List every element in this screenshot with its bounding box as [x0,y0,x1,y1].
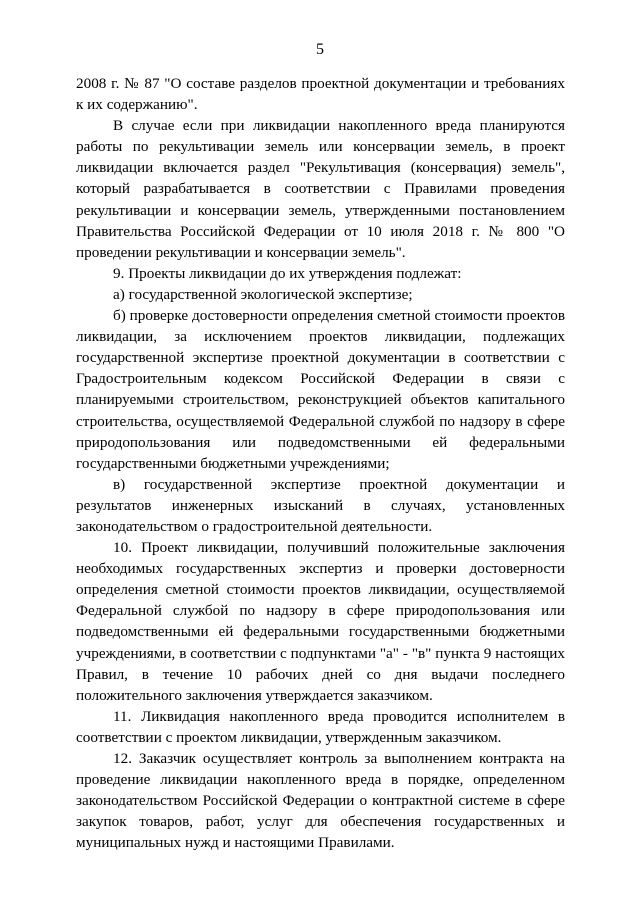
paragraph-reclamation: В случае если при ликвидации накопленного вреда планируются работы по рекультивации земель или консервации земель, в проект ликвидации включается раздел "Рекультивация (консервация) земель", который разрабатывается в соответствии с Правилами проведения рекультивации и консервации земель, утвержденными постановлением Правительства Российской Федерации от 10 июля 2018 г. № 800 "О проведении рекультивации и консервации земель". [76,117,565,261]
paragraph-11: 11. Ликвидация накопленного вреда проводится исполнителем в соответствии с проектом ликвидации, утвержденным заказчиком. [76,707,565,746]
paragraph-9v: в) государственной экспертизе проектной документации и результатов инженерных изысканий в случаях, установленных законодательством о градостроительной деятельности. [76,475,565,535]
paragraph-10: 10. Проект ликвидации, получивший положительные заключения необходимых государственных экспертиз и проверки достоверности определения сметной стоимости проектов ликвидации, осуществляемой Федеральной службой по надзору в сфере природопользования или подведомственными ей федеральными государственными бюджетными учреждениями, в соответствии с подпунктами "а" - "в" пункта 9 настоящих Правил, в течение 10 рабочих дней со дня выдачи последнего положительного заключения утверждается заказчиком. [76,539,565,704]
paragraph-12: 12. Заказчик осуществляет контроль за выполнением контракта на проведение ликвидации накопленного вреда в порядке, определенном законодательством Российской Федерации о контрактной системе в сфере закупок товаров, работ, услуг для обеспечения государственных и муниципальных нужд и настоящими Правилами. [76,750,565,852]
paragraph-continuation: 2008 г. № 87 "О составе разделов проектной документации и требованиях к их содержанию". [76,75,565,114]
paragraph-9-heading: 9. Проекты ликвидации до их утверждения подлежат: [113,264,462,282]
paragraph-9b: б) проверке достоверности определения сметной стоимости проектов ликвидации, за исключением проектов ликвидации, подлежащих государственной экспертизе проектной документации в соответствии с Градостроительным кодексом Российской Федерации в связи с планируемыми строительством, реконструкцией объектов капитального строительства, осуществляемой Федеральной службой по надзору в сфере природопользования или подведомственными ей федеральными государственными бюджетными учреждениями; [76,307,565,472]
paragraph-9a: а) государственной экологической экспертизе; [113,285,413,303]
page-number: 5 [316,41,324,58]
document-body [76,73,565,853]
